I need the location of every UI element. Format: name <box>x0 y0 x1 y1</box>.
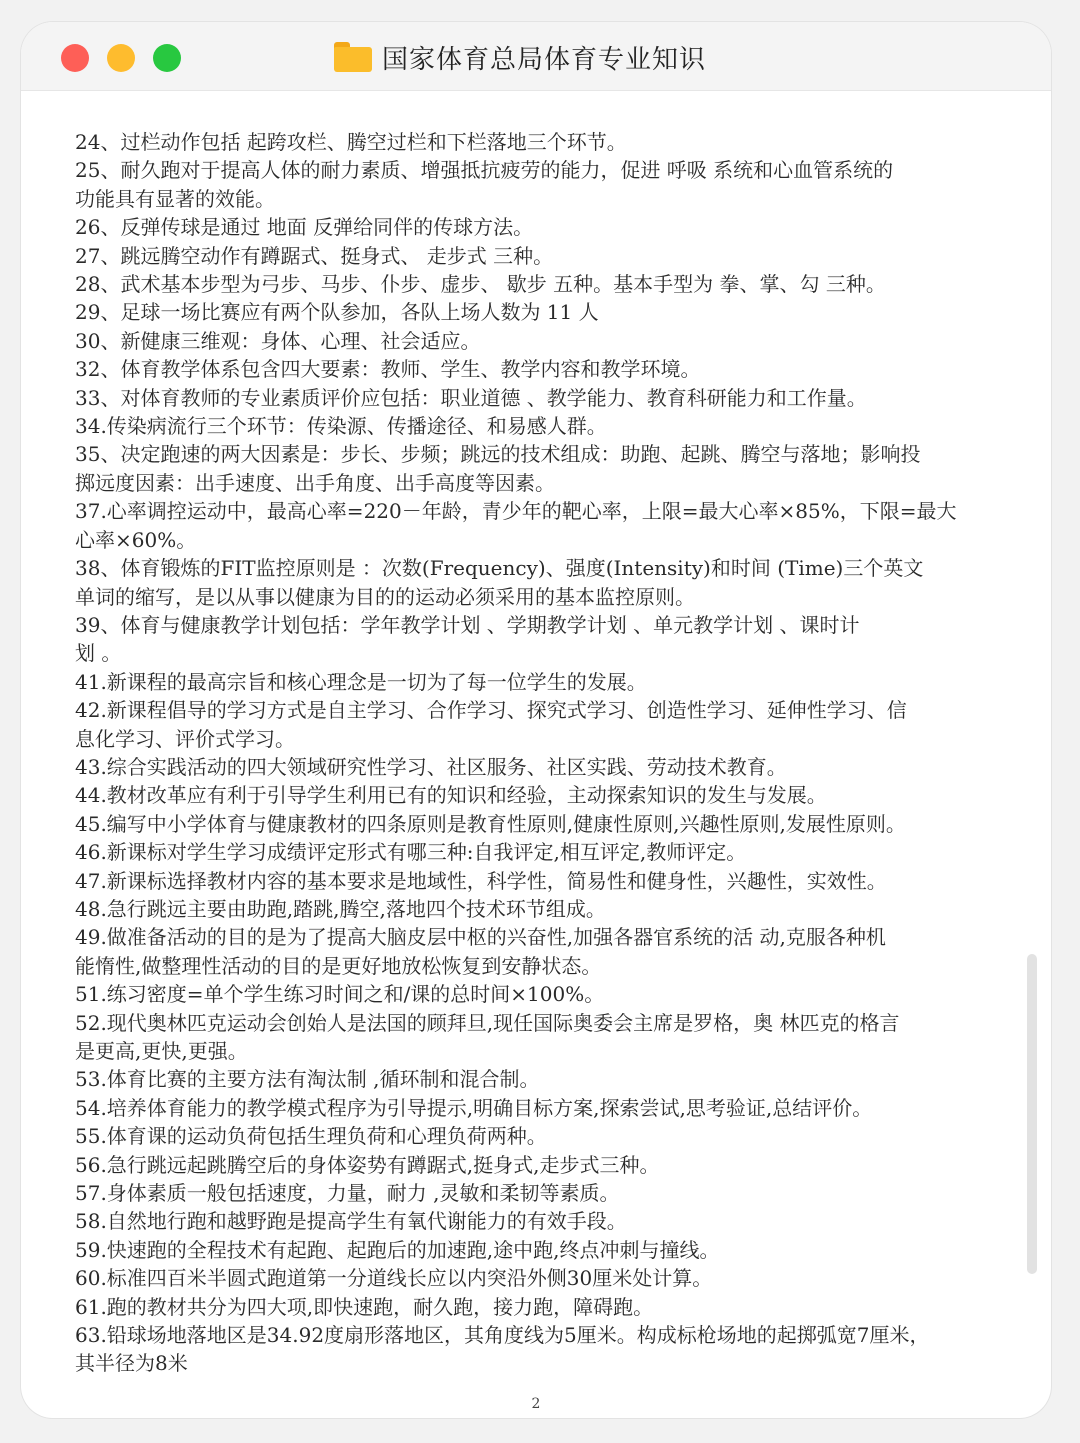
document-line: 28、武术基本步型为弓步、马步、仆步、虚步、 歇步 五种。基本手型为 拳、掌、勾 三种。 <box>75 272 886 297</box>
document-line: 息化学习、评价式学习。 <box>75 726 295 751</box>
document-line: 32、体育教学体系包含四大要素：教师、学生、教学内容和教学环境。 <box>75 357 701 382</box>
document-line: 61.跑的教材共分为四大项,即快速跑，耐久跑，接力跑，障碍跑。 <box>75 1294 654 1319</box>
document-line: 41.新课程的最高宗旨和核心理念是一切为了每一位学生的发展。 <box>75 669 647 694</box>
document-line: 其半径为8米 <box>75 1351 188 1376</box>
document-line: 52.现代奥林匹克运动会创始人是法国的顾拜旦,现任国际奥委会主席是罗格，奥 林匹克的格言 <box>75 1010 900 1035</box>
scrollbar-thumb[interactable] <box>1027 954 1037 1274</box>
document-line: 47.新课标选择教材内容的基本要求是地域性，科学性，简易性和健身性，兴趣性，实效性。 <box>75 868 887 893</box>
folder-icon <box>334 42 372 72</box>
document-line: 是更高,更快,更强。 <box>75 1039 248 1063</box>
document-line: 功能具有显著的效能。 <box>75 186 275 211</box>
document-line: 24、过栏动作包括 起跨攻栏、腾空过栏和下栏落地三个环节。 <box>75 130 627 154</box>
document-line: 48.急行跳远主要由助跑,踏跳,腾空,落地四个技术环节组成。 <box>75 896 606 921</box>
document-line: 56.急行跳远起跳腾空后的身体姿势有蹲踞式,挺身式,走步式三种。 <box>75 1152 660 1177</box>
close-button[interactable] <box>61 44 89 72</box>
document-line: 63.铅球场地落地区是34.92度扇形落地区，其角度线为5厘米。构成标枪场地的起掷弧宽7厘米， <box>75 1323 930 1348</box>
document-line: 34.传染病流行三个环节：传染源、传播途径、和易感人群。 <box>75 414 607 439</box>
document-line: 43.综合实践活动的四大领域研究性学习、社区服务、社区实践、劳动技术教育。 <box>75 754 787 779</box>
document-body <box>75 128 997 1378</box>
document-line: 27、跳远腾空动作有蹲踞式、挺身式、 走步式 三种。 <box>75 243 554 268</box>
document-line: 30、新健康三维观：身体、心理、社会适应。 <box>75 328 481 353</box>
document-line: 划 。 <box>75 641 122 666</box>
document-line: 55.体育课的运动负荷包括生理负荷和心理负荷两种。 <box>75 1124 547 1149</box>
document-line: 57.身体素质一般包括速度，力量，耐力 ,灵敏和柔韧等素质。 <box>75 1181 620 1206</box>
window-title-group <box>334 38 706 76</box>
document-line: 39、体育与健康教学计划包括：学年教学计划 、学期教学计划 、单元教学计划 、课时计 <box>75 612 860 637</box>
document-line: 46.新课标对学生学习成绩评定形式有哪三种:自我评定,相互评定,教师评定。 <box>75 840 747 865</box>
document-line: 26、反弹传球是通过 地面 反弹给同伴的传球方法。 <box>75 215 534 240</box>
document-line: 25、耐久跑对于提高人体的耐力素质、增强抵抗疲劳的能力，促进 呼吸 系统和心血管系统的 <box>75 158 894 183</box>
document-line: 58.自然地行跑和越野跑是提高学生有氧代谢能力的有效手段。 <box>75 1209 627 1234</box>
document-line: 33、对体育教师的专业素质评价应包括：职业道德 、教学能力、教育科研能力和工作量。 <box>75 385 867 410</box>
window-title: 国家体育总局体育专业知识 <box>382 44 707 75</box>
document-line: 掷远度因素：出手速度、出手角度、出手高度等因素。 <box>75 470 555 495</box>
document-line: 59.快速跑的全程技术有起跑、起跑后的加速跑,途中跑,终点冲刺与撞线。 <box>75 1237 720 1262</box>
document-line: 54.培养体育能力的教学模式程序为引导提示,明确目标方案,探索尝试,思考验证,总结评价。 <box>75 1095 873 1120</box>
document-line: 60.标准四百米半圆式跑道第一分道线长应以内突沿外侧30厘米处计算。 <box>75 1266 713 1291</box>
document-line: 42.新课程倡导的学习方式是自主学习、合作学习、探究式学习、创造性学习、延伸性学习、信 <box>75 698 907 723</box>
document-line: 38、体育锻炼的FIT监控原则是 ：次数(Frequency)、强度(Intensity)和时间 (Time)三个英文 <box>75 556 924 581</box>
document-line: 35、决定跑速的两大因素是：步长、步频；跳远的技术组成：助跑、起跳、腾空与落地；影响投 <box>75 442 921 467</box>
document-line: 能惰性,做整理性活动的目的是更好地放松恢复到安静状态。 <box>75 953 602 978</box>
document-line: 29、足球一场比赛应有两个队参加，各队上场人数为 11 人 <box>75 300 599 325</box>
document-line: 51.练习密度=单个学生练习时间之和/课的总时间×100%。 <box>75 982 605 1007</box>
app-window <box>21 22 1051 1418</box>
page-number: 2 <box>531 1396 541 1412</box>
minimize-button[interactable] <box>107 44 135 72</box>
document-line: 心率×60%。 <box>75 527 197 552</box>
document-line: 37.心率调控运动中，最高心率=220－年龄，青少年的靶心率，上限=最大心率×85%，下限=最大 <box>75 499 957 524</box>
document-line: 45.编写中小学体育与健康教材的四条原则是教育性原则,健康性原则,兴趣性原则,发展性原则。 <box>75 811 906 836</box>
document-line: 44.教材改革应有利于引导学生利用已有的知识和经验，主动探索知识的发生与发展。 <box>75 783 827 808</box>
zoom-button[interactable] <box>153 44 181 72</box>
document-line: 单词的缩写，是以从事以健康为目的的运动必须采用的基本监控原则。 <box>75 584 695 609</box>
title-bar <box>21 22 1051 91</box>
document-line: 53.体育比赛的主要方法有淘汰制 ,循环制和混合制。 <box>75 1067 540 1092</box>
document-line: 49.做准备活动的目的是为了提高大脑皮层中枢的兴奋性,加强各器官系统的活 动,克服各种机 <box>75 925 886 950</box>
